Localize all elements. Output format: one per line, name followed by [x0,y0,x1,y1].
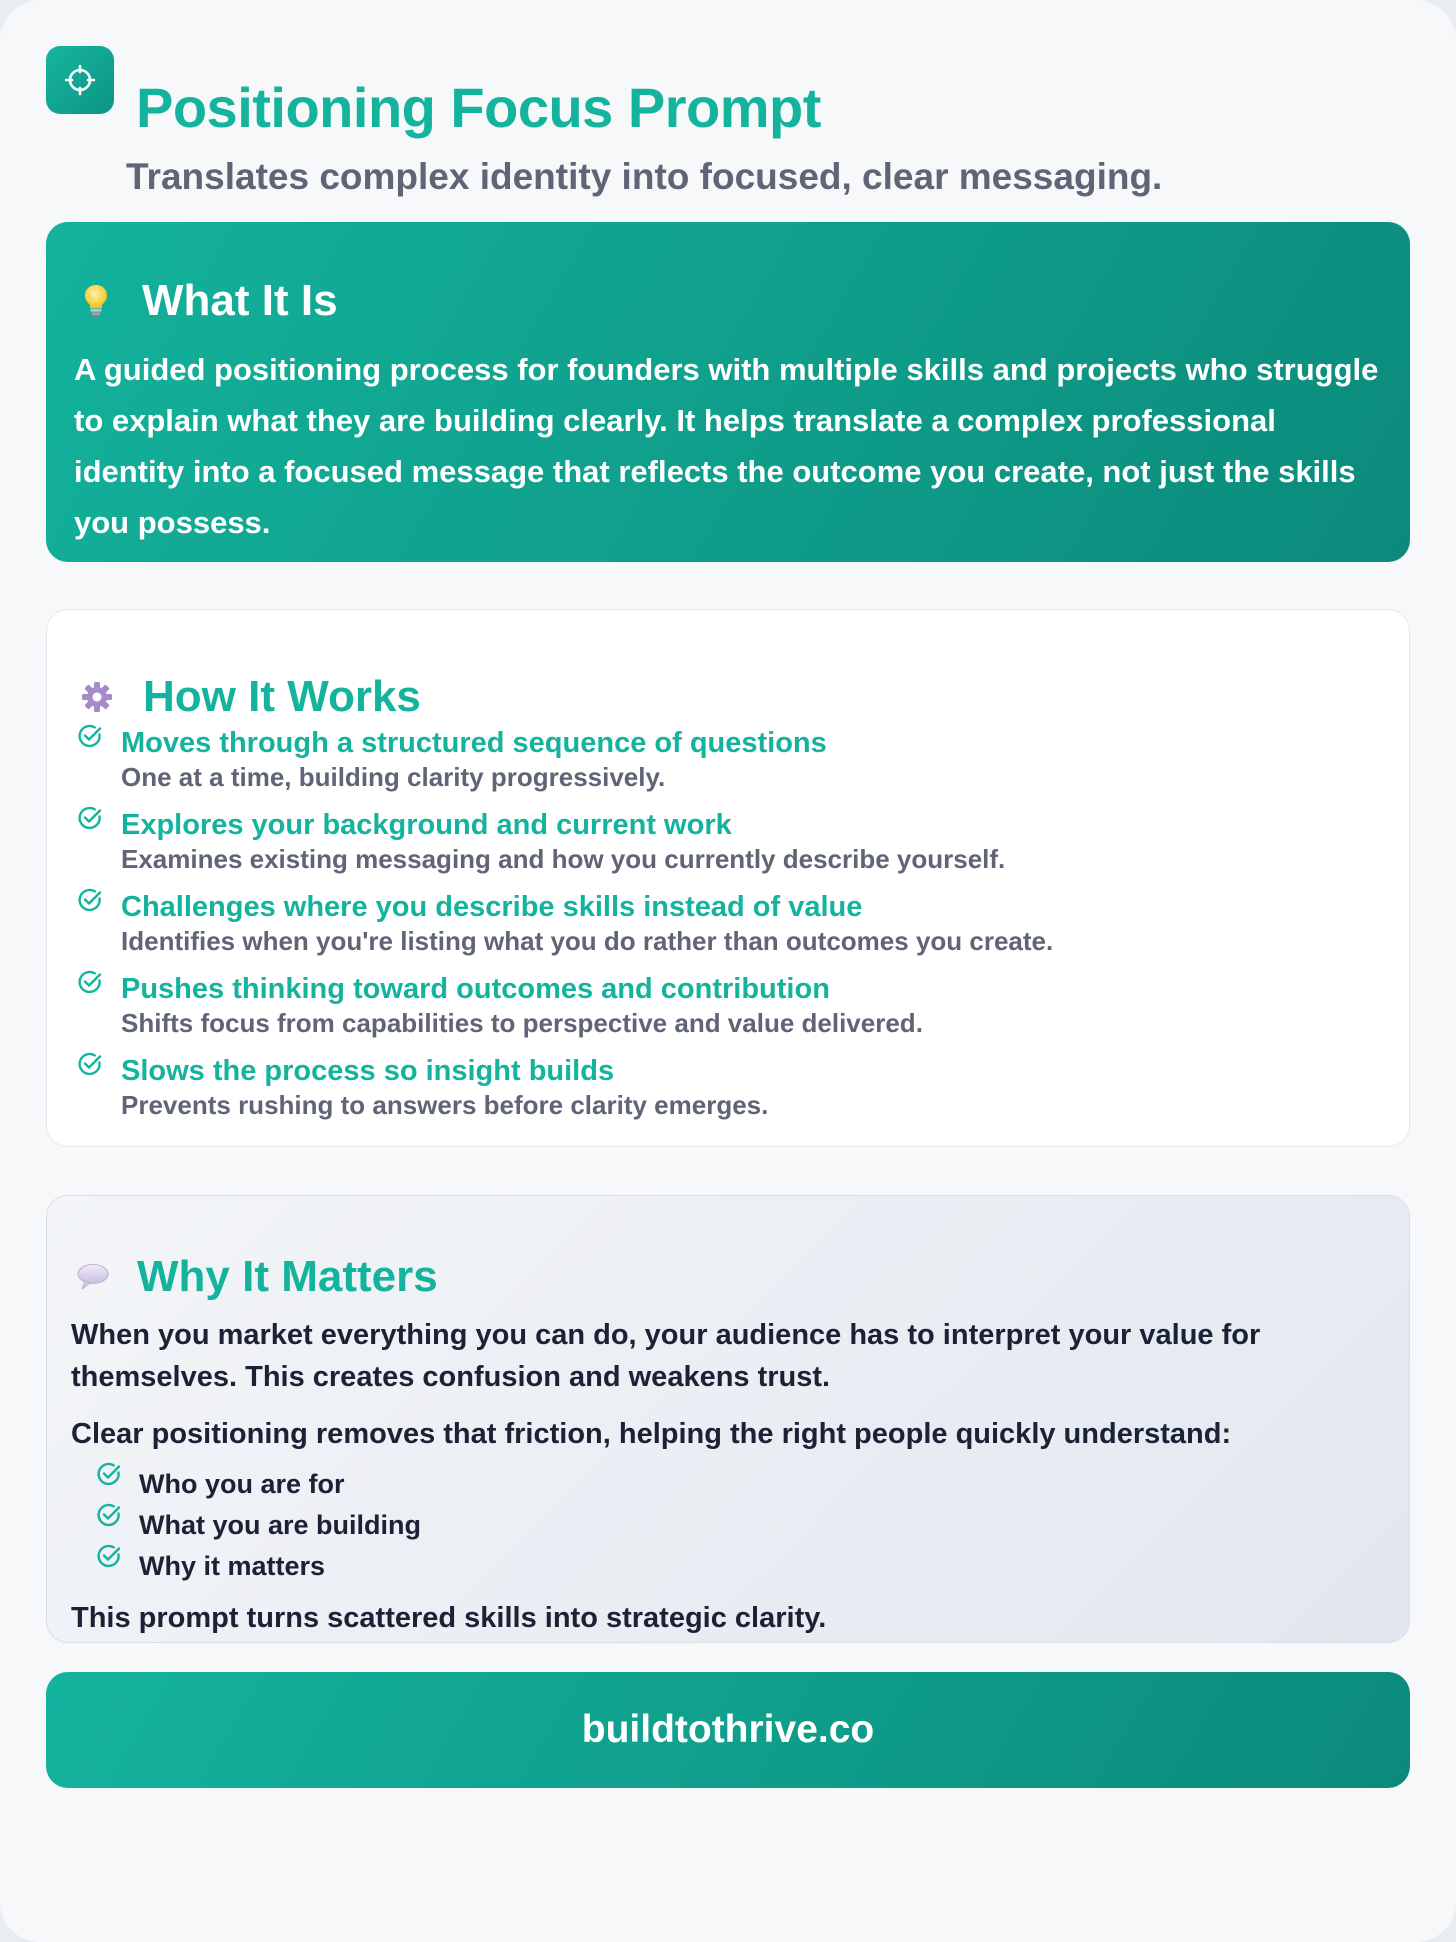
what-it-is-header [78,274,338,328]
why-paragraph-2: Clear positioning removes that friction, helping the right people quickly understand: [71,1418,1232,1450]
how-it-works-header [79,670,421,724]
list-item [47,1505,1409,1546]
how-it-works-list [47,724,1409,1134]
step-title: Challenges where you describe skills instead of value [121,891,863,923]
bullet-text: What you are building [139,1510,421,1540]
footer-link-banner[interactable] [46,1672,1410,1788]
what-it-is-heading: What It Is [142,276,338,325]
how-it-works-card [46,609,1410,1147]
page-subtitle: Translates complex identity into focused, clear messaging. [126,156,1163,197]
check-circle-icon [95,1542,123,1570]
step-title: Moves through a structured sequence of questions [121,727,827,759]
why-it-matters-card [46,1195,1410,1643]
why-it-matters-header [75,1250,438,1304]
how-it-works-heading: How It Works [143,672,421,721]
what-it-is-card [46,222,1410,562]
step-description: Examines existing messaging and how you currently describe yourself. [121,844,1006,874]
check-circle-icon [76,1050,104,1078]
list-item [47,1546,1409,1587]
crosshair-icon [63,63,97,97]
why-bullet-list [47,1464,1409,1587]
step-description: Prevents rushing to answers before clarity emerges. [121,1090,769,1120]
step-title: Pushes thinking toward outcomes and contribution [121,973,830,1005]
check-circle-icon [76,886,104,914]
list-item [47,1464,1409,1505]
why-closing: This prompt turns scattered skills into strategic clarity. [71,1602,827,1634]
step-title: Explores your background and current work [121,809,732,841]
logo-badge [46,46,114,114]
gear-icon [79,679,115,715]
list-item [47,888,1409,970]
check-circle-icon [76,722,104,750]
why-it-matters-heading: Why It Matters [137,1252,438,1301]
step-description: Shifts focus from capabilities to perspective and value delivered. [121,1008,923,1038]
bullet-text: Why it matters [139,1551,326,1581]
list-item [47,724,1409,806]
footer-link-text[interactable]: buildtothrive.co [581,1708,875,1751]
step-title: Slows the process so insight builds [121,1055,615,1087]
list-item [47,806,1409,888]
bullet-text: Who you are for [139,1469,345,1499]
check-circle-icon [76,968,104,996]
page-title: Positioning Focus Prompt [136,76,821,139]
lightbulb-icon [78,283,114,319]
step-description: One at a time, building clarity progressively. [121,762,666,792]
list-item [47,970,1409,1052]
check-circle-icon [95,1501,123,1529]
check-circle-icon [95,1460,123,1488]
step-description: Identifies when you're listing what you do rather than outcomes you create. [121,926,1054,956]
check-circle-icon [76,804,104,832]
list-item [47,1052,1409,1134]
speech-bubble-icon [75,1259,111,1295]
why-paragraph-1: When you market everything you can do, your audience has to interpret your value for themselves. This creates confusion and weakens trust. [71,1319,1261,1393]
what-it-is-body: A guided positioning process for founders with multiple skills and projects who struggle to explain what they are building clearly. It helps translate a complex professional identity into a focused message that reflects the outcome you create, not just the skills you possess. [74,352,1379,540]
